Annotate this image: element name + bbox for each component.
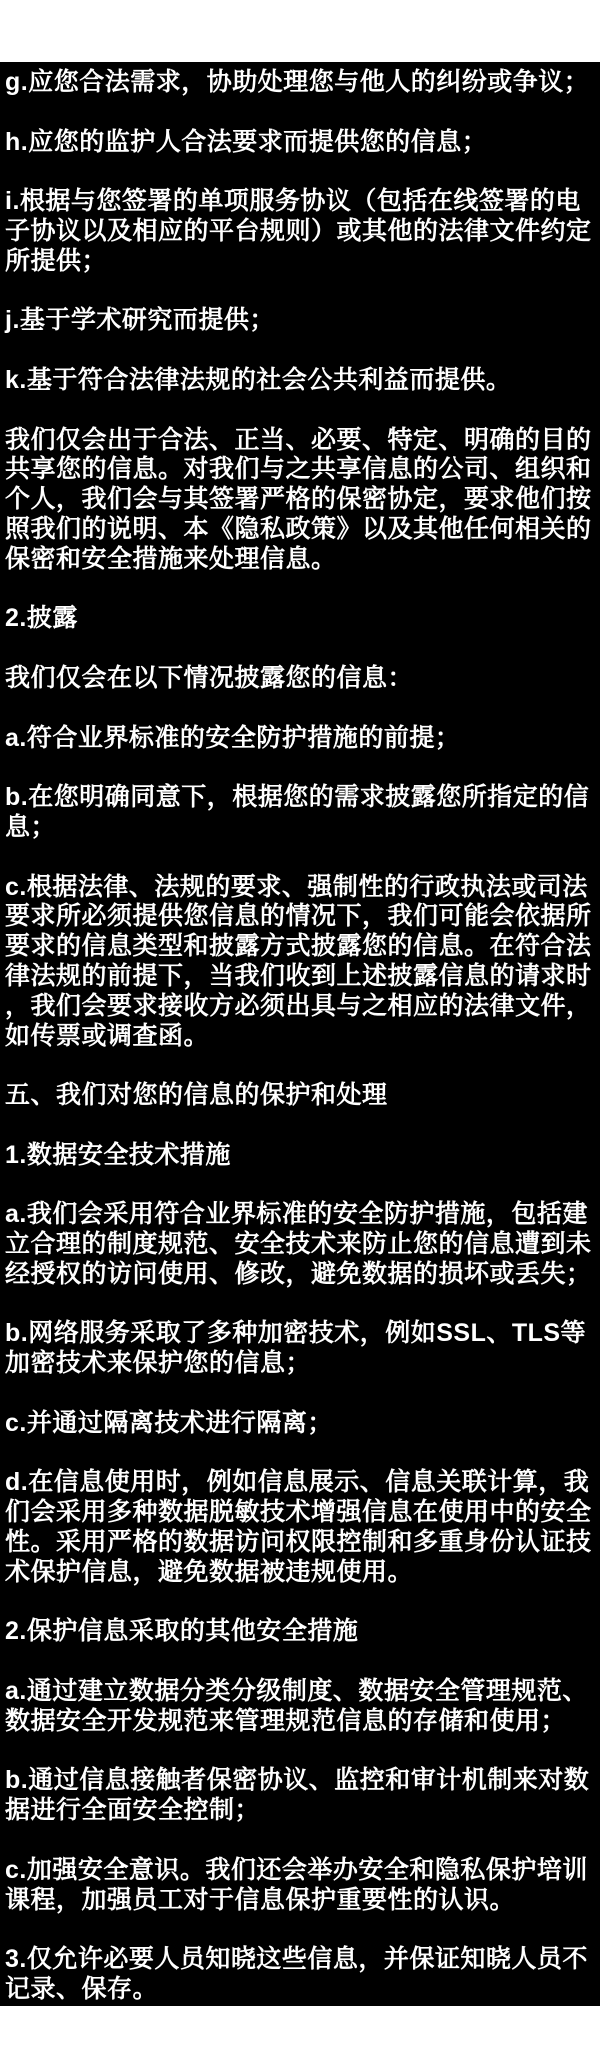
privacy-policy-text-panel — [0, 62, 600, 2006]
clause-item-j: j.基于学术研究而提供； — [5, 306, 275, 335]
clause-item-other-a: a.通过建立数据分类分级制度、数据安全管理规范、数据安全开发规范来管理规范信息的存储和使用； — [5, 1677, 588, 1735]
paragraph-disclosure-intro: 我们仅会在以下情况披露您的信息： — [5, 663, 414, 692]
subsection-heading-security-measures: 1.数据安全技术措施 — [5, 1140, 231, 1169]
clause-item-disclosure-b: b.在您明确同意下，根据您的需求披露您所指定的信息； — [5, 783, 590, 841]
clause-item-g: g.应您合法需求，协助处理您与他人的纠纷或争议； — [5, 68, 590, 96]
subsection-heading-other-measures: 2.保护信息采取的其他安全措施 — [5, 1617, 359, 1646]
section-heading-protection: 五、我们对您的信息的保护和处理 — [5, 1081, 388, 1110]
clause-item-disclosure-a: a.符合业界标准的安全防护措施的前提； — [5, 723, 461, 752]
clause-item-h: h.应您的监护人合法要求而提供您的信息； — [5, 127, 488, 156]
subsection-heading-disclosure: 2.披露 — [5, 604, 78, 633]
clause-item-security-b: b.网络服务采取了多种加密技术，例如SSL、TLS等加密技术来保护您的信息； — [5, 1319, 587, 1378]
paragraph-sharing-commitment: 我们仅会出于合法、正当、必要、特定、明确的目的共享您的信息。对我们与之共享信息的公司、组织和个人，我们会与其签署严格的保密协定，要求他们按照我们的说明、本《隐私政策》以及其他任何相关的保密和安全措施来处理信息。 — [5, 425, 592, 573]
clause-item-security-d: d.在信息使用时，例如信息展示、信息关联计算，我们会采用多种数据脱敏技术增强信息在使用中的安全性。采用严格的数据访问权限控制和多重身份认证技术保护信息，避免数据被违规使用。 — [5, 1468, 592, 1586]
clause-item-i: i.根据与您签署的单项服务协议（包括在线签署的电子协议以及相应的平台规则）或其他的法律文件约定所提供； — [5, 187, 592, 275]
clause-item-other-b: b.通过信息接触者保密协议、监控和审计机制来对数据进行全面安全控制； — [5, 1766, 590, 1825]
clause-item-disclosure-c: c.根据法律、法规的要求、强制性的行政执法或司法要求所必须提供您信息的情况下，我们可能会依据所要求的信息类型和披露方式披露您的信息。在符合法律法规的前提下，当我们收到上述披露信息的请求时，我们会要求接收方必须出具与之相应的法律文件，如传票或调查函。 — [5, 872, 592, 1050]
clause-item-security-c: c.并通过隔离技术进行隔离； — [5, 1408, 333, 1437]
clause-item-other-c: c.加强安全意识。我们还会举办安全和隐私保护培训课程，加强员工对于信息保护重要性的认识。 — [5, 1855, 588, 1914]
clause-item-security-a: a.我们会采用符合业界标准的安全防护措施，包括建立合理的制度规范、安全技术来防止您的信息遭到未经授权的访问使用、修改，避免数据的损坏或丢失； — [5, 1200, 592, 1288]
paragraph-need-to-know: 3.仅允许必要人员知晓这些信息，并保证知晓人员不记录、保存。 — [5, 1945, 588, 2003]
clause-item-k: k.基于符合法律法规的社会公共利益而提供。 — [5, 365, 512, 394]
